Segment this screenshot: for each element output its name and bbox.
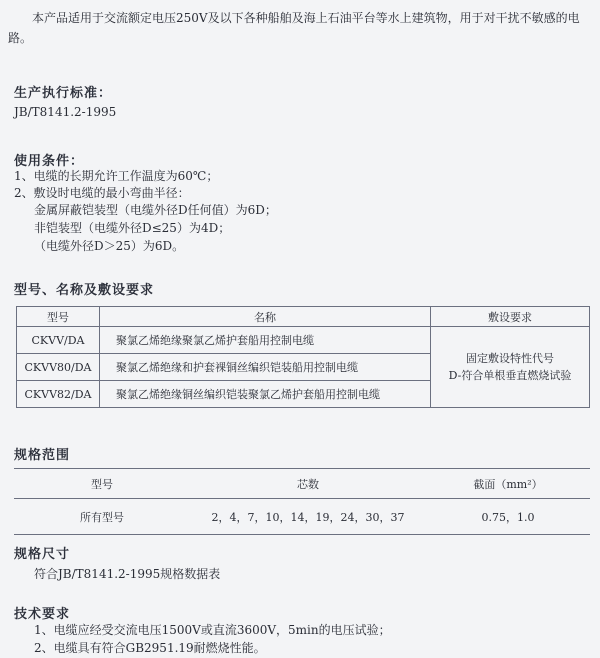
range-table bbox=[14, 468, 590, 535]
requirement-cell bbox=[431, 327, 590, 408]
range-heading: 规格范围 bbox=[14, 448, 71, 463]
condition-line: 1、电缆的长期允许工作温度为60℃； bbox=[14, 169, 219, 183]
condition-line: 非铠装型（电缆外径D≤25）为4D； bbox=[34, 221, 231, 235]
requirement-line: D-符合单根垂直燃烧试验 bbox=[448, 369, 572, 382]
column-header: 名称 bbox=[100, 307, 431, 327]
condition-line: （电缆外径D＞25）为6D。 bbox=[34, 239, 185, 253]
requirement-line: 固定敷设特性代号 bbox=[466, 352, 554, 365]
name-cell: 聚氯乙烯绝缘和护套裸铜丝编织铠装船用控制电缆 bbox=[100, 354, 431, 381]
model-cell: CKVV/DA bbox=[17, 327, 100, 354]
column-header: 敷设要求 bbox=[431, 307, 590, 327]
condition-line: 金属屏蔽铠装型（电缆外径D任何值）为6D； bbox=[34, 203, 277, 217]
column-header: 截面（mm²） bbox=[426, 469, 590, 499]
models-table bbox=[16, 306, 590, 408]
size-heading: 规格尺寸 bbox=[14, 547, 71, 562]
column-header: 型号 bbox=[17, 307, 100, 327]
models-heading: 型号、名称及敷设要求 bbox=[14, 283, 155, 298]
section-cell: 0.75，1.0 bbox=[481, 510, 535, 524]
standard-heading: 生产执行标准： bbox=[14, 86, 113, 101]
table-row bbox=[17, 327, 590, 354]
model-cell: CKVV80/DA bbox=[17, 354, 100, 381]
size-text: 符合JB/T8141.2-1995规格数据表 bbox=[34, 567, 221, 581]
condition-line: 2、敷设时电缆的最小弯曲半径： bbox=[14, 186, 190, 200]
intro-paragraph: 本产品适用于交流额定电压250V及以下各种船舶及海上石油平台等水上建筑物，用于对干扰不敏感的电路。 bbox=[8, 11, 580, 45]
column-header: 芯数 bbox=[190, 469, 426, 499]
cores-cell: 2，4，7，10，14，19，24，30，37 bbox=[211, 510, 405, 524]
tech-line: 2、电缆具有符合GB2951.19耐燃烧性能。 bbox=[34, 641, 266, 655]
standard-value: JB/T8141.2-1995 bbox=[14, 105, 117, 119]
tech-line: 1、电缆应经受交流电压1500V或直流3600V，5min的电压试验； bbox=[34, 623, 391, 637]
model-cell: 所有型号 bbox=[80, 510, 124, 524]
tech-heading: 技术要求 bbox=[14, 607, 71, 622]
column-header: 型号 bbox=[14, 469, 190, 499]
conditions-heading: 使用条件： bbox=[14, 154, 85, 169]
name-cell: 聚氯乙烯绝缘聚氯乙烯护套船用控制电缆 bbox=[100, 327, 431, 354]
name-cell: 聚氯乙烯绝缘铜丝编织铠装聚氯乙烯护套船用控制电缆 bbox=[100, 381, 431, 408]
table-row bbox=[14, 499, 590, 535]
model-cell: CKVV82/DA bbox=[17, 381, 100, 408]
